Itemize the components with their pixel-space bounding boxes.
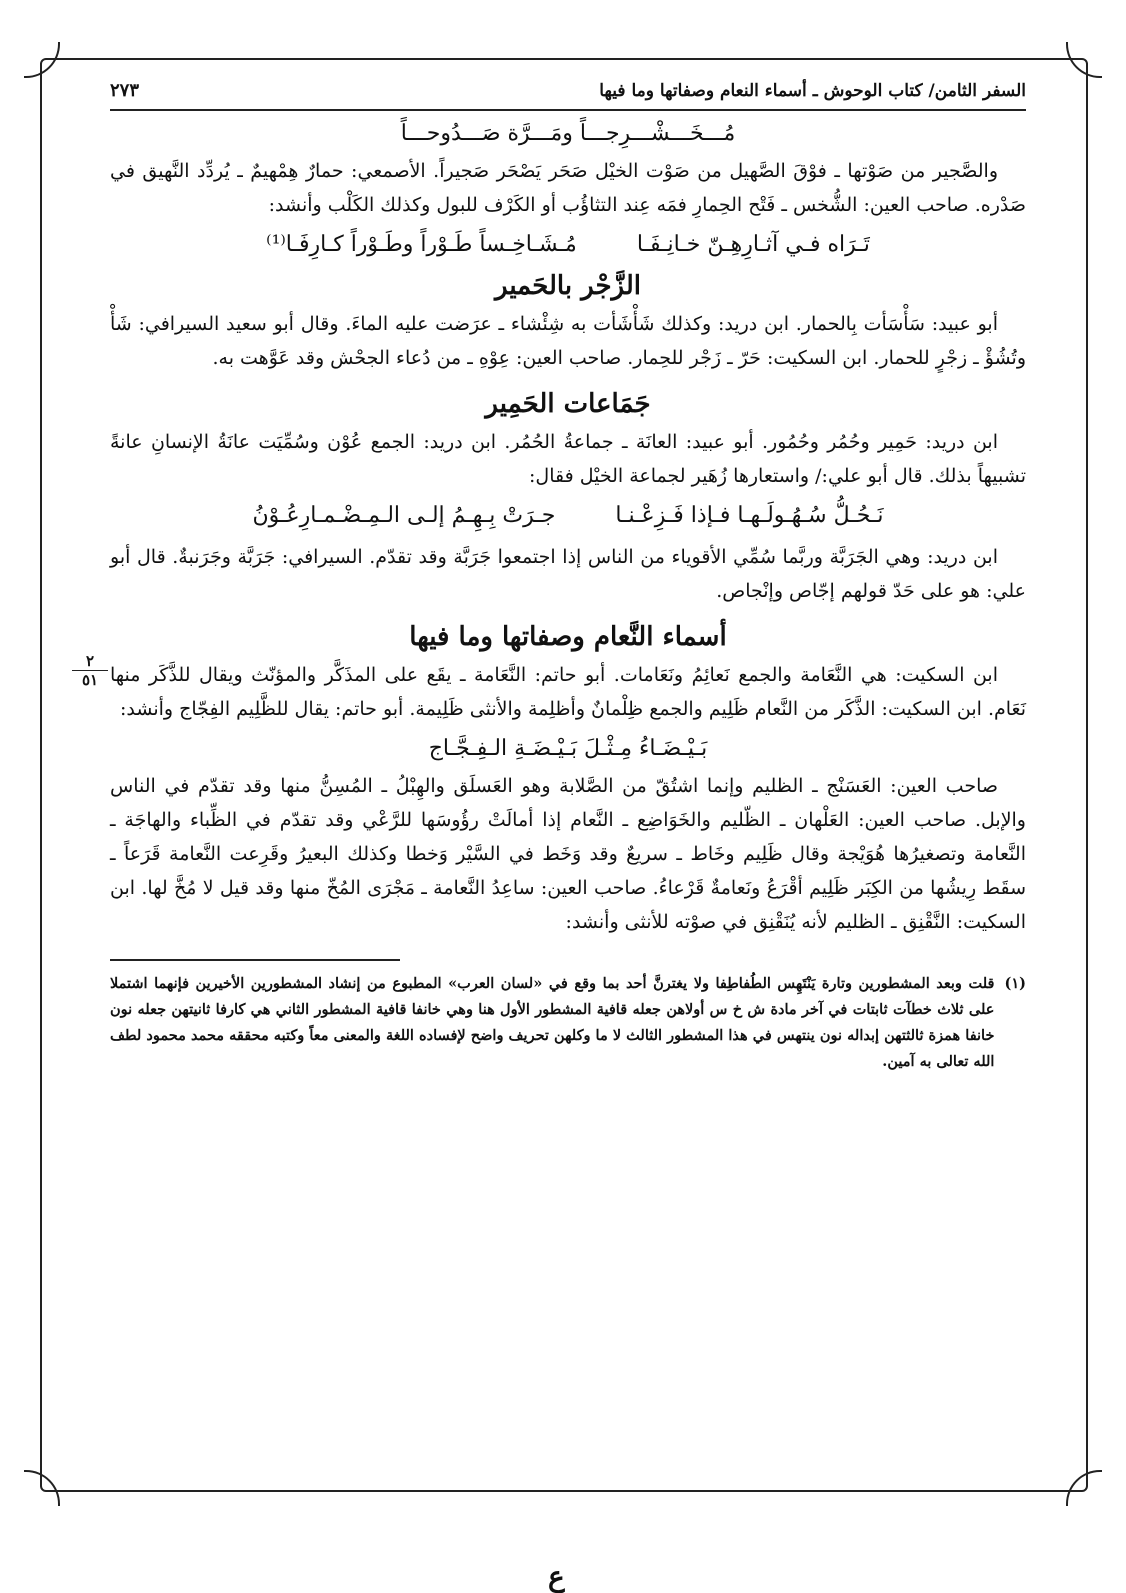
verse-2-second-hemistich: مُـشَـاخِـساً طَـوْراً وطَـوْراً كـارِفَـا⁽¹⁾ [266,232,577,257]
paragraph-1: والصَّجير من صَوْتها ـ فوْقَ الصَّهيل من صَوْت الخيْل صَحَر يَصْحَر صَجيراً. الأصمعي: حمارٌ هِمْهيمٌ ـ يُردِّد النَّهيق في صَدْره. صاحب العين: الشُّخس ـ فَتْح الحِمارِ فمَه عِند التثاؤُب أو الكَرْف للبول وكذلك الكَلْب وأنشد: [110,160,1026,216]
paragraph-5: ابن السكيت: هي النَّعَامة والجمع نَعائِمُ ونَعَامات. أبو حاتم: النَّعَامة ـ يقَع على المذَكَّر والمؤنّث ويقال للذَّكَر منها نَعَام. ابن السكيت: الذَّكَر من النَّعام ظَلِيم والجمع ظِلْمانٌ وأظلِمة والأنثى ظَلِيمة. أبو حاتم: يقال للظَّلِيم الفِجّاج وأنشد: [110,664,1026,720]
footnote-number: (١) [1004,975,1026,992]
paragraph-6: صاحب العين: العَسَنْج ـ الظليم وإنما اشتُقّ من الصَّلابة وهو العَسلَق والهِبْلُ ـ المُسِنُّ منها وقد تقدّم في الناس والإبل. صاحب العين: العَلْهان ـ الظّليم والخَوَاضِع ـ النَّعام إذا أمالَتْ رؤُوسَها للرَّعْي وقد تقدّم في الظِّباء والهاجَة ـ النَّعامة وتصغيرُها هُوَيْجة وقال ظَلِيم وخَاط ـ سريعٌ وقد وَخَط في السَّيْر وَخطا وكذلك البعيرُ وقَرِعت النَّعامة قَرَعاً ـ سقَط رِيشُها من الكِبَر ظَلِيم أقْرَعُ ونَعامةٌ قَرْعاءُ. صاحب العين: ساعِدُ النَّعامة ـ مَجْرَى المُخّ منها وقد قيل لا مُخَّ لها. ابن السكيت: النَّقْنِق ـ الظليم لأنه يُنَقْنِق في صوْته للأنثى وأنشد: [110,775,1026,933]
page-content [110,80,1026,1075]
verse-line-1: مُـــخَـــشْـــرِجـــاً ومَـــرَّة صَـــدُوحـــاً [400,121,736,146]
section-heading-1: الزَّجْر بالحَمير [494,271,642,301]
paragraph-2: أبو عبيد: سَأْسَأت بِالحمار. ابن دريد: وكذلك شَأْشَأت به شِئْشاء ـ عرَضت عليه الماءَ. وقال أبو سعيد السيرافي: شَأْ وتُشُؤْ ـ زجْرٍ للحمار. ابن السكيت: حَرّ ـ زَجْر للحِمار. صاحب العين: عِوْهِ ـ من دُعاء الجحْش وقد عَوَّهت به. [110,313,1026,369]
section-heading-3: أسماء النَّعام وصفاتها وما فيها [409,622,727,652]
running-header [110,80,1026,111]
verse-3-second-hemistich: جـرَتْ بِـهِـمُ إلـى الـمِـضْـمـارِعُـوْنُ [252,503,556,528]
margin-note-bottom: ٥١ [81,671,99,689]
bottom-signature-mark: ع [548,1560,565,1593]
paragraph-3: ابن دريد: حَمِير وحُمُر وحُمُور. أبو عبيد: العانَة ـ جماعةُ الحُمُر. ابن دريد: الجمع عُوْن وسُمِّيَت عانَةُ الإنسانِ عانةً تشبيهاً بذلك. قال أبو علي:/ واستعارها زُهَير لجماعة الخيْل فقال: [110,431,1026,487]
verse-3-first-hemistich: نَـحُـلُّ سُـهُـولَـهـا فـإذا فَـزِعْـنـا [615,503,884,528]
verse-line-4: بَـيْـضَـاءُ مِـثْـلَ بَـيْـضَـةِ الـفِـجَّـاج [428,736,708,761]
verse-2-first-hemistich: تَـرَاه فـي آثـارِهِـنّ خـانِـفَـا [636,232,870,257]
verse-line-2 [110,232,1026,257]
paragraph-4: ابن دريد: وهي الجَرَبَّة وربَّما سُمِّي الأقوياء من الناس إذا اجتمعوا جَرَبَّة وقد تقدّم. السيرافي: جَرَبَّة وجَرَنبةٌ. قال أبو علي: هو على حَدّ قولهم إجّاص وإنْجاص. [110,546,1026,602]
section-heading-2: جَمَاعات الحَمِير [485,389,651,419]
margin-note-top: ٢ [72,652,108,671]
footnote-text: قلت وبعد المشطورين وتارة يَنْتَهِس الطُفاطِفا ولا يغترنَّ أحد بما وقع في «لسان العرب» المطبوع من إنشاد المشطورين الأخيرين فإنهما اشتملا على ثلاث خطآت ثابتات في آخر مادة ش خ س أولاهن جعله قافية المشطور الأول هنا وهي خانفا قافية المشطور الثاني هي كارفا ثانيتهن جعله نون خانفا همزة ثالثتهن إبداله نون ينتهس في هذا المشطور الثالث لا ما وكلهن تحريف واضح لإفساده اللغة والمعنى معاً وكتبه محققه محمد محمود لطف الله تعالى به آمين. [110,975,995,1070]
margin-note [72,652,108,689]
header-title: السفر الثامن/ كتاب الوحوش ـ أسماء النعام وصفاتها وما فيها [599,81,1026,101]
footnote [110,971,1026,1075]
footnote-rule [110,959,400,961]
page-number: ٢٧٣ [110,80,140,101]
verse-line-3 [110,503,1026,528]
